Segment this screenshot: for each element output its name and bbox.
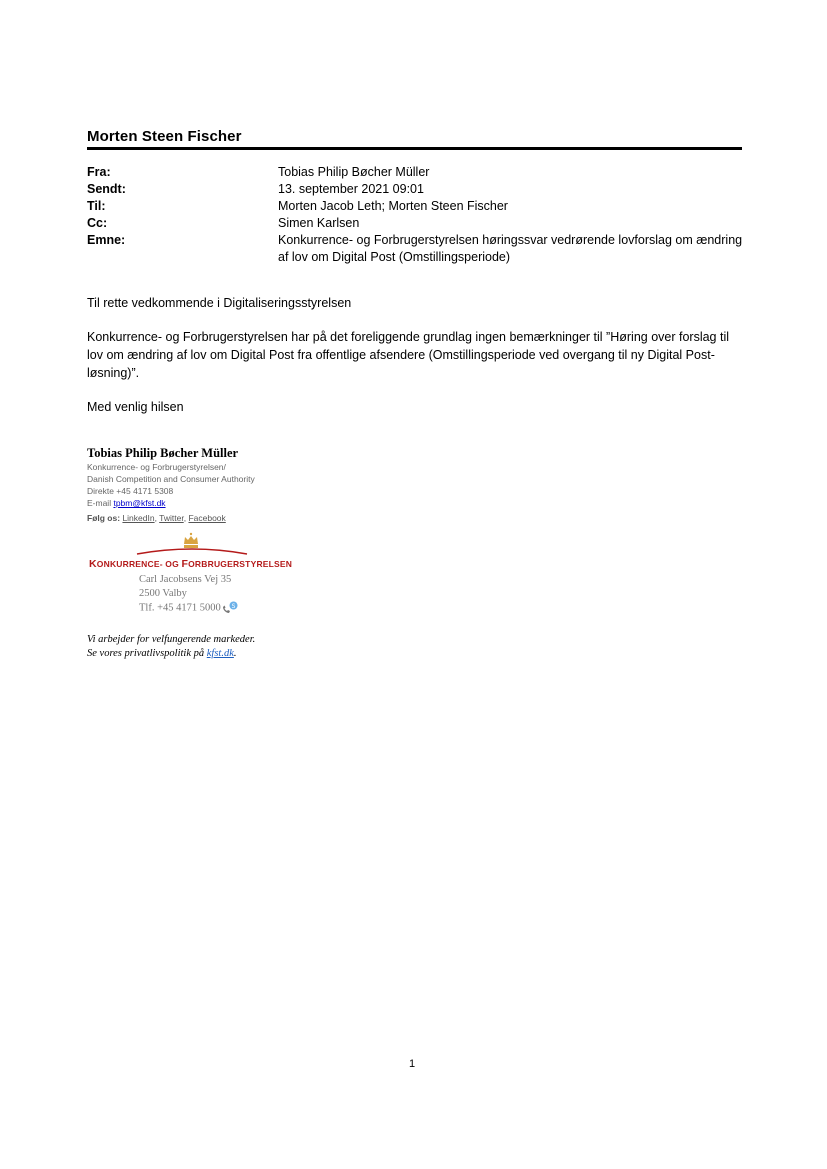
email-link[interactable]: tpbm@kfst.dk [113, 498, 166, 508]
address-street: Carl Jacobsens Vej 35 [139, 574, 232, 585]
address-phone: Tlf. +45 4171 5000 [139, 602, 221, 614]
svg-text:S: S [231, 603, 236, 610]
kfst-link[interactable]: kfst.dk [206, 648, 234, 659]
signature-org-danish: Konkurrence- og Forbrugerstyrelsen/ [87, 462, 226, 472]
closing: Med venlig hilsen [87, 400, 184, 414]
skype-phone-icon[interactable] [222, 601, 238, 615]
twitter-link[interactable]: Twitter [159, 513, 184, 523]
email-body [87, 294, 747, 432]
signature-direct-phone: Direkte +45 4171 5308 [87, 486, 174, 496]
to-label: Til: [87, 199, 106, 213]
header-row-sent [87, 181, 747, 198]
mailbox-owner-name: Morten Steen Fischer [87, 128, 242, 145]
from-label: Fra: [87, 165, 111, 179]
footer-line-2: Se vores privatlivspolitik på kfst.dk. [87, 648, 237, 659]
linkedin-link[interactable]: LinkedIn [122, 513, 155, 523]
logo-wordmark: KONKURRENCE- OG FORBRUGERSTYRELSEN [89, 558, 293, 570]
footer-note [87, 633, 255, 661]
address-block [139, 573, 238, 615]
to-value: Morten Jacob Leth; Morten Steen Fischer [278, 199, 508, 213]
greeting: Til rette vedkommende i Digitaliseringsstyrelsen [87, 296, 352, 310]
subject-label: Emne: [87, 233, 126, 247]
cc-value: Simen Karlsen [278, 216, 360, 230]
sent-value: 13. september 2021 09:01 [278, 182, 424, 196]
email-label: E-mail [87, 498, 114, 508]
social-links: Følg os: LinkedIn, Twitter, Facebook [87, 513, 226, 523]
signature-block [87, 446, 487, 524]
follow-label: Følg os: [87, 513, 121, 523]
kfst-logo [87, 532, 307, 572]
page-number: 1 [409, 1058, 416, 1070]
from-value: Tobias Philip Bøcher Müller [278, 165, 430, 179]
address-phone-line [139, 601, 238, 615]
header-divider [87, 147, 742, 150]
crown-icon [182, 532, 200, 550]
signature-name: Tobias Philip Bøcher Müller [87, 446, 239, 460]
header-row-to [87, 198, 747, 215]
header-row-cc [87, 215, 747, 232]
header-row-from [87, 164, 747, 181]
header-row-subject [87, 232, 747, 266]
cc-label: Cc: [87, 216, 108, 230]
address-city: 2500 Valby [139, 588, 187, 599]
footer-line-1: Vi arbejder for velfungerende markeder. [87, 634, 256, 645]
body-paragraph: Konkurrence- og Forbrugerstyrelsen har på det foreliggende grundlag ingen bemærkninger til ”Høring over forslag til lov om ændring af lov om Digital Post fra offentlige afsendere (Omstillingsperiode ved overgang til ny Digital Post-løsning)”. [87, 330, 729, 380]
signature-org-english: Danish Competition and Consumer Authority [87, 474, 255, 484]
email-header [87, 164, 747, 266]
subject-value: Konkurrence- og Forbrugerstyrelsen høringssvar vedrørende lovforslag om ændring af lov om Digital Post (Omstillingsperiode) [278, 233, 743, 264]
signature-email-line [87, 497, 487, 509]
sent-label: Sendt: [87, 182, 126, 196]
facebook-link[interactable]: Facebook [188, 513, 226, 523]
